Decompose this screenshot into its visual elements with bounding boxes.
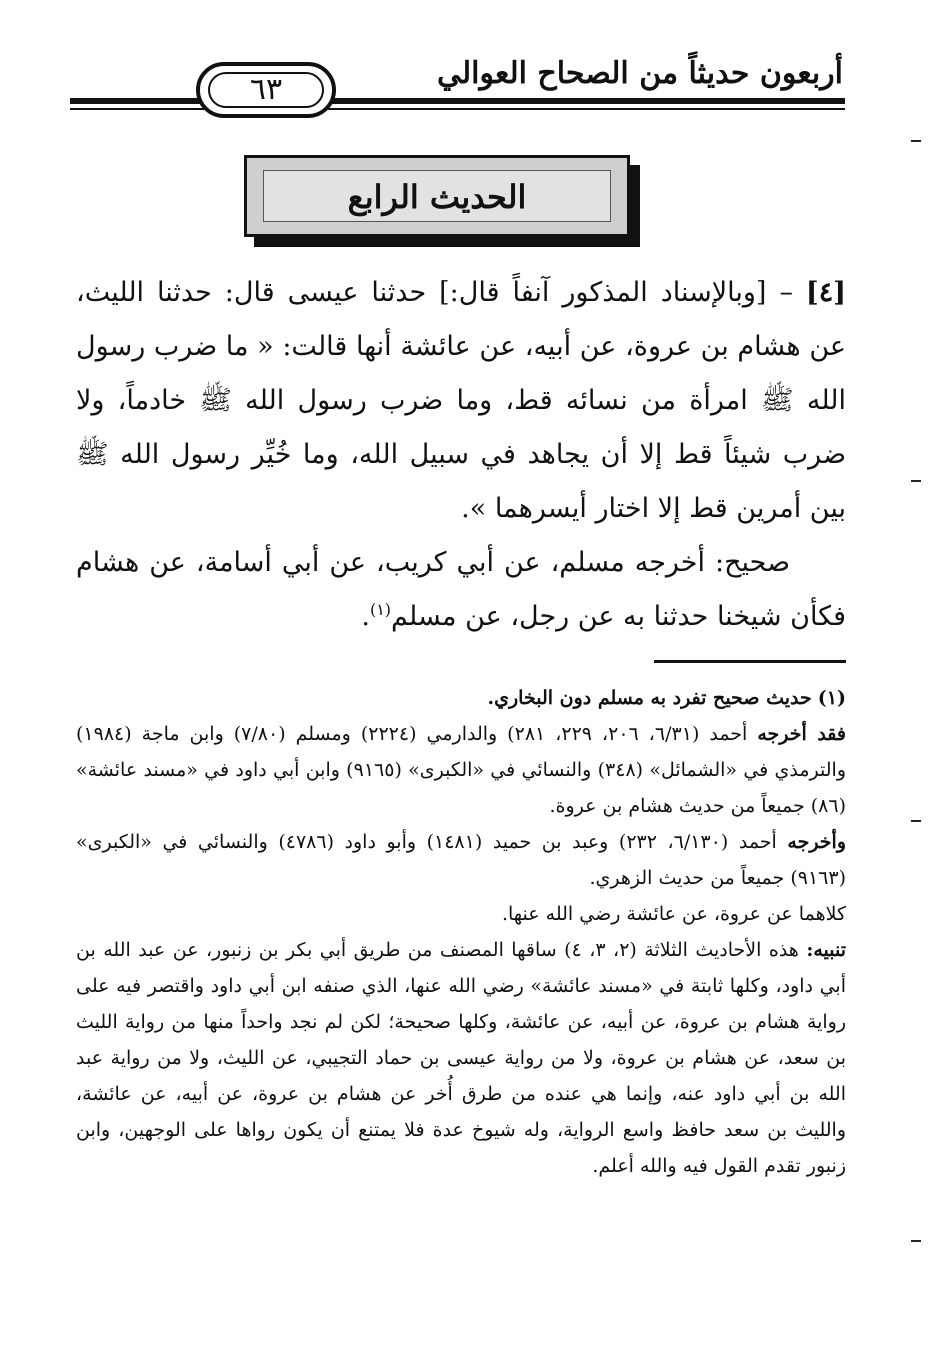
footnote-p4-text: هذه الأحاديث الثلاثة (٢، ٣، ٤) ساقها المصنف من طريق أبي بكر بن زنبور، عن عبد الله بن أبي داود، وكلها ثابتة في «مسند عائشة» رضي الله عنها، الذي صنفه ابن أبي داود واقتصر فيه على رواية هشام بن عروة، عن أبيه، عن عائشة، وكلها صحيحة؛ لكن لم نجد واحداً منها من رواية الليث بن سعد، عن هشام بن عروة، ولا من رواية عيسى بن حماد التجيبي، عن الليث، ولا من رواية عبد الله بن أبي داود عنه، وإنما هي عنده من طرق أُخر عن هشام بن عروة، عن أبيه، عن عائشة، والليث بن سعد حافظ واسع الرواية، وله شيوخ عدة فلا يمتنع أن يكون رواها على الوجهين، وابن زنبور تقدم القول فيه والله أعلم. bbox=[76, 939, 847, 1177]
footnote-1-title: حديث صحيح تفرد به مسلم دون البخاري. bbox=[487, 687, 812, 709]
footnote-1-marker: (١) bbox=[817, 687, 846, 709]
footnote-p2-lead: وأخرجه bbox=[787, 831, 847, 853]
section-title-box bbox=[244, 155, 630, 237]
margin-tick bbox=[911, 820, 921, 822]
footnote-paragraph-3 bbox=[76, 896, 846, 932]
footnote-1-heading bbox=[76, 680, 846, 716]
hadith-number: [٤] bbox=[805, 277, 846, 308]
section-title-inner bbox=[263, 170, 611, 222]
footnote-p4-lead: تنبيه: bbox=[806, 939, 847, 961]
footnote-paragraph-1 bbox=[76, 716, 846, 824]
hadith-dash: – bbox=[779, 277, 793, 308]
hadith-paragraph bbox=[76, 266, 846, 536]
margin-tick bbox=[911, 1240, 921, 1242]
section-title: الحديث الرابع bbox=[347, 178, 527, 216]
page-number-badge bbox=[196, 62, 336, 118]
header-rule-thick bbox=[70, 98, 845, 104]
running-title: أربعون حديثاً من الصحاح العوالي bbox=[437, 56, 843, 91]
footnote-p3-text: كلاهما عن عروة، عن عائشة رضي الله عنها. bbox=[501, 903, 846, 925]
header-rule-thin bbox=[70, 108, 845, 110]
footnote-p2-text: أحمد (٦/١٣٠، ٢٣٢) وعبد بن حميد (١٤٨١) وأبو داود (٤٧٨٦) والنسائي في «الكبرى» (٩١٦٣) جميعاً من حديث الزهري. bbox=[76, 831, 846, 889]
footnote-p1-lead: فقد أخرجه bbox=[757, 723, 847, 745]
grading-text: صحيح: أخرجه مسلم، عن أبي كريب، عن أبي أسامة، عن هشام فكأن شيخنا حدثنا به عن رجل، عن مسلم bbox=[76, 547, 846, 632]
footnote-p1-text: أحمد (٦/٣١، ٢٠٦، ٢٢٩، ٢٨١) والدارمي (٢٢٢٤) ومسلم (٧/٨٠) وابن ماجة (١٩٨٤) والترمذي في «الشمائل» (٣٤٨) والنسائي في «الكبرى» (٩١٦٥) وابن أبي داود في «مسند عائشة» (٨٦) جميعاً من حديث هشام بن عروة. bbox=[76, 723, 847, 817]
grading-paragraph bbox=[76, 536, 846, 644]
page-number: ٦٣ bbox=[249, 72, 283, 107]
footnotes bbox=[76, 680, 846, 1184]
margin-tick bbox=[911, 140, 921, 142]
margin-tick bbox=[911, 480, 921, 482]
footnote-paragraph-4 bbox=[76, 932, 846, 1184]
hadith-text: [وبالإسناد المذكور آنفاً قال:] حدثنا عيسى قال: حدثنا الليث، عن هشام بن عروة، عن أبيه، عن عائشة أنها قالت: « ما ضرب رسول الله ﷺ امرأة من نسائه قط، وما ضرب رسول الله ﷺ خادماً، ولا ضرب شيئاً قط إلا أن يجاهد في سبيل الله، وما خُيِّر رسول الله ﷺ بين أمرين قط إلا اختار أيسرهما ». bbox=[76, 277, 846, 524]
footnote-ref: (١) bbox=[369, 600, 392, 619]
footnote-paragraph-2 bbox=[76, 824, 846, 896]
grading-end: . bbox=[361, 601, 370, 632]
footnote-separator bbox=[654, 660, 846, 663]
